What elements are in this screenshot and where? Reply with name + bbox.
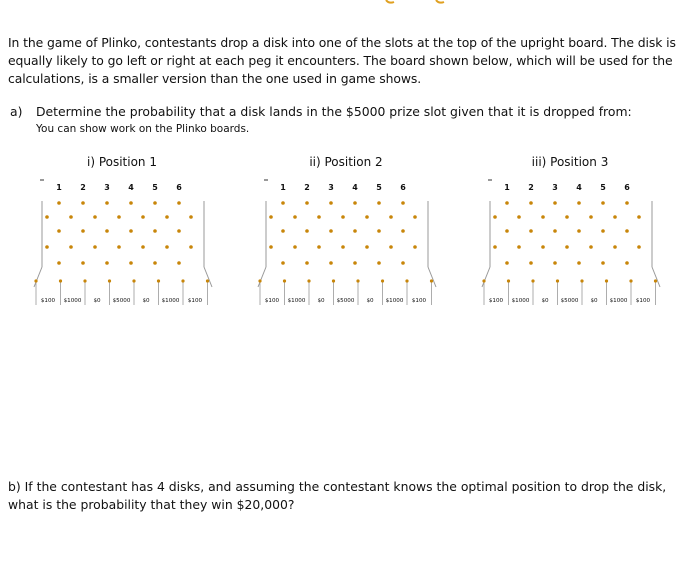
slot-peg: [181, 279, 184, 282]
prize-label: $100: [187, 298, 203, 304]
slot-number: 2: [528, 183, 534, 192]
peg: [305, 261, 309, 265]
prize-label: $5000: [336, 298, 355, 304]
peg: [141, 215, 145, 219]
slot-peg: [580, 279, 583, 282]
board-left-slant: [258, 267, 266, 287]
peg: [153, 201, 157, 205]
peg: [577, 261, 581, 265]
question-a-letter: a): [10, 104, 23, 119]
slot-number: 3: [328, 183, 334, 192]
intro-paragraph: In the game of Plinko, contestants drop a disk into one of the slots at the top of the upright board. The disk is equally likely to go left or right at each peg it encounters. The board shown below, which will be used for the calculations, is a smaller version than the one used in game shows.: [8, 35, 676, 86]
peg: [189, 215, 193, 219]
slot-number: 2: [304, 183, 310, 192]
peg: [637, 215, 641, 219]
peg: [505, 229, 509, 233]
peg: [553, 229, 557, 233]
question-b: b) If the contestant has 4 disks, and assuming the contestant knows the optimal position to drop the disk, what is the probability that they win $20,000?: [8, 479, 667, 512]
peg: [93, 245, 97, 249]
peg: [377, 229, 381, 233]
peg: [565, 215, 569, 219]
slot-number: 6: [400, 183, 406, 192]
board-right-slant: [652, 267, 660, 287]
peg: [637, 245, 641, 249]
board-left-slant: [34, 267, 42, 287]
peg: [281, 261, 285, 265]
peg: [153, 261, 157, 265]
board-title: ii) Position 2: [309, 155, 383, 169]
peg: [589, 245, 593, 249]
peg: [177, 261, 181, 265]
peg: [401, 261, 405, 265]
peg: [493, 245, 497, 249]
peg: [329, 201, 333, 205]
slot-peg: [605, 279, 608, 282]
slot-number: 3: [552, 183, 558, 192]
peg: [353, 261, 357, 265]
peg: [401, 201, 405, 205]
peg: [589, 215, 593, 219]
peg: [329, 229, 333, 233]
peg: [129, 201, 133, 205]
peg: [377, 201, 381, 205]
prize-label: $0: [590, 298, 598, 304]
peg: [505, 261, 509, 265]
slot-peg: [132, 279, 135, 282]
slot-peg: [108, 279, 111, 282]
slot-number: 4: [128, 183, 134, 192]
peg: [305, 201, 309, 205]
peg: [81, 201, 85, 205]
peg: [613, 215, 617, 219]
peg: [529, 229, 533, 233]
peg: [317, 245, 321, 249]
prize-label: $0: [142, 298, 150, 304]
peg: [105, 229, 109, 233]
peg: [69, 215, 73, 219]
peg: [189, 245, 193, 249]
peg: [293, 215, 297, 219]
slot-number: 1: [504, 183, 510, 192]
peg: [565, 245, 569, 249]
plinko-board-drawing: [480, 155, 660, 305]
prize-label: $0: [93, 298, 101, 304]
peg: [57, 201, 61, 205]
peg: [517, 245, 521, 249]
slot-peg: [556, 279, 559, 282]
peg: [341, 245, 345, 249]
slot-peg: [283, 279, 286, 282]
peg: [389, 245, 393, 249]
slot-peg: [381, 279, 384, 282]
prize-label: $1000: [161, 298, 180, 304]
slot-peg: [83, 279, 86, 282]
peg: [553, 261, 557, 265]
slot-peg: [482, 279, 485, 282]
slot-number: 5: [152, 183, 158, 192]
peg: [625, 261, 629, 265]
peg: [165, 215, 169, 219]
question-a-note: You can show work on the Plinko boards.: [36, 123, 250, 135]
slot-peg: [356, 279, 359, 282]
question-a: [10, 104, 632, 119]
question-a-text: Determine the probability that a disk lands in the $5000 prize slot given that it is dropped from:: [36, 104, 632, 119]
peg: [401, 229, 405, 233]
peg: [93, 215, 97, 219]
peg: [317, 215, 321, 219]
prize-label: $5000: [560, 298, 579, 304]
peg: [269, 215, 273, 219]
peg: [353, 201, 357, 205]
board-right-slant: [428, 267, 436, 287]
slot-peg: [307, 279, 310, 282]
slot-peg: [507, 279, 510, 282]
peg: [577, 229, 581, 233]
prize-label: $1000: [287, 298, 306, 304]
peg: [305, 229, 309, 233]
slot-peg: [59, 279, 62, 282]
peg: [613, 245, 617, 249]
slot-number: 2: [80, 183, 86, 192]
slot-peg: [34, 279, 37, 282]
peg: [177, 229, 181, 233]
slot-number: 5: [600, 183, 606, 192]
plinko-board-drawing: [256, 155, 436, 305]
peg: [541, 215, 545, 219]
peg: [517, 215, 521, 219]
slot-number: 6: [176, 183, 182, 192]
peg: [57, 229, 61, 233]
slot-number: 6: [624, 183, 630, 192]
slot-peg: [531, 279, 534, 282]
plinko-board-3: [480, 155, 660, 305]
prize-label: $0: [317, 298, 325, 304]
peg: [269, 245, 273, 249]
peg: [45, 245, 49, 249]
peg: [81, 261, 85, 265]
slot-number: 1: [56, 183, 62, 192]
peg: [353, 229, 357, 233]
peg: [365, 215, 369, 219]
peg: [601, 261, 605, 265]
slot-peg: [157, 279, 160, 282]
peg: [129, 261, 133, 265]
slot-peg: [430, 279, 433, 282]
board-left-slant: [482, 267, 490, 287]
peg: [117, 245, 121, 249]
slot-number: 3: [104, 183, 110, 192]
peg: [413, 215, 417, 219]
peg: [505, 201, 509, 205]
peg: [153, 229, 157, 233]
peg: [117, 215, 121, 219]
board-title: iii) Position 3: [531, 155, 609, 169]
prize-label: $1000: [511, 298, 530, 304]
plinko-board-2: [256, 155, 436, 305]
slot-number: 5: [376, 183, 382, 192]
peg: [625, 201, 629, 205]
peg: [141, 245, 145, 249]
prize-label: $100: [411, 298, 427, 304]
peg: [413, 245, 417, 249]
peg: [493, 215, 497, 219]
slot-number: 4: [576, 183, 582, 192]
peg: [105, 261, 109, 265]
board-right-slant: [204, 267, 212, 287]
peg: [45, 215, 49, 219]
peg: [541, 245, 545, 249]
peg: [165, 245, 169, 249]
top-scribble-marks: [380, 0, 460, 10]
slot-peg: [332, 279, 335, 282]
peg: [81, 229, 85, 233]
peg: [281, 229, 285, 233]
peg: [377, 261, 381, 265]
board-title: i) Position 1: [86, 155, 157, 169]
slot-peg: [629, 279, 632, 282]
plinko-board-drawing: [32, 155, 212, 305]
peg: [601, 229, 605, 233]
peg: [341, 215, 345, 219]
peg: [625, 229, 629, 233]
peg: [529, 261, 533, 265]
peg: [281, 201, 285, 205]
prize-label: $1000: [63, 298, 82, 304]
peg: [57, 261, 61, 265]
slot-peg: [258, 279, 261, 282]
prize-label: $0: [366, 298, 374, 304]
peg: [601, 201, 605, 205]
peg: [105, 201, 109, 205]
slot-peg: [654, 279, 657, 282]
slot-peg: [405, 279, 408, 282]
prize-label: $100: [635, 298, 651, 304]
prize-label: $0: [541, 298, 549, 304]
prize-label: $1000: [385, 298, 404, 304]
plinko-board-1: [32, 155, 212, 305]
peg: [69, 245, 73, 249]
prize-label: $100: [264, 298, 280, 304]
prize-label: $1000: [609, 298, 628, 304]
peg: [577, 201, 581, 205]
slot-number: 4: [352, 183, 358, 192]
prize-label: $100: [488, 298, 504, 304]
slot-number: 1: [280, 183, 286, 192]
slot-peg: [206, 279, 209, 282]
prize-label: $5000: [112, 298, 131, 304]
peg: [529, 201, 533, 205]
peg: [389, 215, 393, 219]
peg: [129, 229, 133, 233]
prize-label: $100: [40, 298, 56, 304]
peg: [293, 245, 297, 249]
peg: [553, 201, 557, 205]
peg: [329, 261, 333, 265]
peg: [177, 201, 181, 205]
peg: [365, 245, 369, 249]
